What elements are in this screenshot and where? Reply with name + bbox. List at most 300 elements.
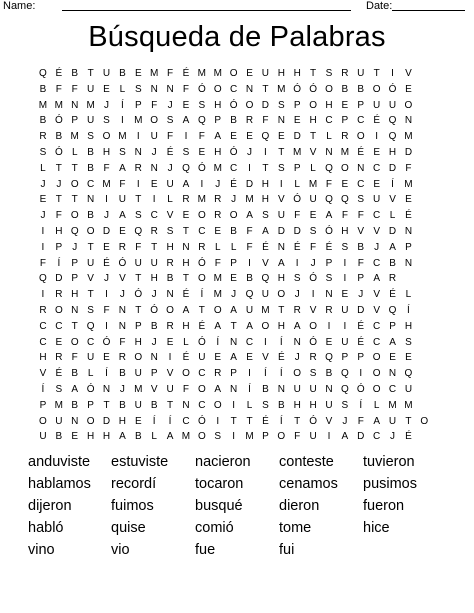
grid-letter[interactable]: S [182,146,190,158]
grid-letter[interactable]: U [388,415,397,427]
grid-letter[interactable]: H [39,352,47,364]
grid-letter[interactable]: A [230,304,237,316]
grid-letter[interactable]: D [388,225,397,237]
grid-letter[interactable]: Q [325,162,333,174]
grid-letter[interactable]: F [167,131,174,143]
grid-letter[interactable]: F [55,83,62,95]
grid-letter[interactable]: M [54,399,63,411]
grid-letter[interactable]: B [55,431,63,443]
grid-letter[interactable]: E [246,131,253,143]
grid-letter[interactable]: V [87,273,94,285]
grid-letter[interactable]: P [214,115,222,127]
grid-letter[interactable]: Í [105,368,108,380]
grid-letter[interactable]: S [214,431,222,443]
grid-letter[interactable]: S [262,210,269,222]
grid-letter[interactable]: A [230,352,237,364]
grid-letter[interactable]: N [71,415,79,427]
grid-letter[interactable]: T [87,68,94,79]
grid-letter[interactable]: F [182,383,190,395]
grid-letter[interactable]: P [293,162,301,174]
grid-letter[interactable]: V [262,352,269,364]
grid-letter[interactable]: S [341,241,349,253]
grid-letter[interactable]: É [373,115,380,127]
grid-letter[interactable]: F [55,210,62,222]
grid-letter[interactable]: B [71,399,79,411]
grid-letter[interactable]: T [103,399,110,411]
grid-letter[interactable]: F [310,241,317,253]
grid-letter[interactable]: N [277,241,285,253]
grid-letter[interactable]: O [70,336,79,348]
grid-letter[interactable]: P [87,399,94,411]
grid-letter[interactable]: E [71,431,79,443]
grid-letter[interactable]: B [341,83,349,95]
grid-letter[interactable]: R [341,68,349,79]
grid-letter[interactable]: E [198,146,206,158]
grid-letter[interactable]: M [261,304,270,316]
grid-letter[interactable]: Ó [388,83,397,95]
grid-letter[interactable]: J [104,273,109,285]
grid-letter[interactable]: S [341,399,349,411]
grid-letter[interactable]: V [325,415,333,427]
grid-letter[interactable]: O [325,83,333,95]
grid-letter[interactable]: B [150,320,158,332]
grid-letter[interactable]: I [105,289,108,301]
grid-letter[interactable]: V [373,225,380,237]
grid-letter[interactable]: T [135,304,142,316]
grid-letter[interactable]: O [213,399,222,411]
grid-letter[interactable]: S [262,399,269,411]
grid-letter[interactable]: U [373,99,381,111]
grid-letter[interactable]: V [389,194,396,206]
grid-letter[interactable]: T [373,68,380,79]
grid-letter[interactable]: L [151,431,157,443]
grid-letter[interactable]: H [261,178,270,190]
grid-letter[interactable]: R [166,320,174,332]
grid-letter[interactable]: R [214,368,222,380]
grid-letter[interactable]: R [134,162,142,174]
grid-letter[interactable]: E [405,352,412,364]
grid-letter[interactable]: J [294,352,300,364]
grid-letter[interactable]: O [404,99,413,111]
grid-letter[interactable]: N [277,383,285,395]
grid-letter[interactable]: S [166,115,174,127]
grid-letter[interactable]: Ó [150,304,159,316]
grid-letter[interactable]: Ó [309,336,317,348]
grid-letter[interactable]: R [118,241,127,253]
grid-letter[interactable]: V [166,368,174,380]
grid-letter[interactable]: C [357,178,365,190]
grid-letter[interactable]: N [118,320,127,332]
grid-letter[interactable]: N [230,383,238,395]
grid-letter[interactable]: N [325,146,333,158]
grid-letter[interactable]: O [372,83,381,95]
grid-letter[interactable]: B [246,273,253,285]
grid-letter[interactable]: I [248,162,251,174]
grid-letter[interactable]: H [388,146,397,158]
grid-letter[interactable]: F [151,99,158,111]
grid-letter[interactable]: E [134,415,142,427]
grid-letter[interactable]: U [150,257,158,269]
grid-letter[interactable]: H [261,194,270,206]
grid-letter[interactable]: U [309,383,317,395]
grid-letter[interactable]: É [198,320,206,332]
grid-letter[interactable]: D [102,415,111,427]
grid-letter[interactable]: A [293,320,301,332]
grid-letter[interactable]: T [246,415,253,427]
grid-letter[interactable]: I [343,320,347,332]
grid-letter[interactable]: V [309,146,317,158]
grid-letter[interactable]: E [150,178,158,190]
grid-letter[interactable]: T [230,415,237,427]
grid-letter[interactable]: É [277,352,285,364]
grid-letter[interactable]: A [389,336,396,348]
grid-letter[interactable]: N [150,352,158,364]
grid-letter[interactable]: T [87,241,94,253]
grid-letter[interactable]: E [389,352,396,364]
grid-letter[interactable]: Ó [229,146,238,158]
grid-letter[interactable]: Ó [197,257,206,269]
grid-letter[interactable]: M [54,99,63,111]
grid-letter[interactable]: P [71,257,79,269]
grid-letter[interactable]: M [213,68,222,79]
grid-letter[interactable]: A [214,320,222,332]
name-blank-line[interactable] [62,10,351,11]
grid-letter[interactable]: O [356,131,365,143]
grid-letter[interactable]: T [55,194,62,206]
grid-letter[interactable]: P [71,273,79,285]
grid-letter[interactable]: B [39,115,47,127]
grid-letter[interactable]: H [404,320,413,332]
grid-letter[interactable]: U [309,431,317,443]
grid-letter[interactable]: B [119,68,126,79]
grid-letter[interactable]: E [246,352,253,364]
grid-letter[interactable]: F [246,225,253,237]
grid-letter[interactable]: F [103,162,110,174]
grid-letter[interactable]: T [262,83,269,95]
grid-letter[interactable]: J [72,241,78,253]
grid-letter[interactable]: R [341,131,349,143]
grid-letter[interactable]: S [55,383,63,395]
grid-letter[interactable]: T [135,273,142,285]
grid-letter[interactable]: C [373,336,381,348]
grid-letter[interactable]: I [248,257,251,269]
grid-letter[interactable]: O [277,289,286,301]
grid-letter[interactable]: F [71,352,78,364]
grid-letter[interactable]: F [294,210,301,222]
grid-letter[interactable]: O [134,352,143,364]
grid-letter[interactable]: N [150,162,158,174]
grid-letter[interactable]: C [373,431,381,443]
grid-letter[interactable]: Í [391,178,394,190]
grid-letter[interactable]: B [39,83,47,95]
grid-letter[interactable]: L [167,194,173,206]
grid-letter[interactable]: J [56,178,62,190]
grid-letter[interactable]: M [308,178,318,190]
grid-letter[interactable]: U [134,257,142,269]
grid-letter[interactable]: M [388,399,397,411]
grid-letter[interactable]: M [213,289,222,301]
grid-letter[interactable]: O [213,83,222,95]
grid-letter[interactable]: P [341,352,349,364]
grid-letter[interactable]: B [87,146,94,158]
grid-letter[interactable]: Ó [197,162,206,174]
grid-letter[interactable]: É [293,241,301,253]
grid-letter[interactable]: F [357,257,364,269]
grid-letter[interactable]: O [197,383,206,395]
grid-letter[interactable]: R [39,304,47,316]
grid-letter[interactable]: D [261,99,270,111]
grid-letter[interactable]: I [375,131,379,143]
grid-letter[interactable]: J [104,99,109,111]
grid-letter[interactable]: F [71,83,78,95]
grid-letter[interactable]: Q [70,225,79,237]
grid-letter[interactable]: Q [86,320,95,332]
grid-letter[interactable]: V [309,304,317,316]
grid-letter[interactable]: O [54,304,63,316]
grid-letter[interactable]: I [105,194,108,206]
grid-letter[interactable]: C [373,162,381,174]
grid-letter[interactable]: P [134,99,142,111]
grid-letter[interactable]: T [310,68,317,79]
grid-letter[interactable]: F [262,115,269,127]
grid-letter[interactable]: S [357,194,365,206]
grid-letter[interactable]: D [357,431,365,443]
grid-letter[interactable]: P [134,320,142,332]
grid-letter[interactable]: E [325,336,333,348]
grid-letter[interactable]: I [327,320,331,332]
grid-letter[interactable]: T [278,304,285,316]
grid-letter[interactable]: Q [388,304,397,316]
grid-letter[interactable]: R [388,273,397,285]
grid-letter[interactable]: C [150,210,158,222]
grid-letter[interactable]: M [134,383,143,395]
grid-letter[interactable]: O [102,131,111,143]
grid-letter[interactable]: M [213,162,222,174]
grid-letter[interactable]: O [372,383,381,395]
grid-letter[interactable]: R [55,352,63,364]
grid-letter[interactable]: D [357,304,365,316]
grid-letter[interactable]: A [341,431,349,443]
grid-letter[interactable]: L [373,399,380,411]
grid-letter[interactable]: O [309,99,317,111]
grid-letter[interactable]: V [405,68,412,79]
grid-letter[interactable]: B [277,399,285,411]
grid-letter[interactable]: J [151,289,157,301]
grid-letter[interactable]: J [342,415,348,427]
grid-letter[interactable]: I [152,194,156,206]
grid-letter[interactable]: T [71,162,78,174]
grid-letter[interactable]: U [261,289,270,301]
grid-letter[interactable]: F [167,68,174,79]
grid-letter[interactable]: E [39,194,47,206]
grid-letter[interactable]: M [181,431,191,443]
grid-letter[interactable]: F [103,304,110,316]
grid-letter[interactable]: J [231,289,237,301]
grid-letter[interactable]: U [404,383,413,395]
grid-letter[interactable]: S [87,131,94,143]
grid-letter[interactable]: Q [340,368,349,380]
grid-letter[interactable]: H [309,115,317,127]
grid-letter[interactable]: A [119,431,126,443]
grid-letter[interactable]: B [166,273,174,285]
grid-letter[interactable]: H [118,415,127,427]
grid-letter[interactable]: U [87,83,95,95]
grid-letter[interactable]: E [166,336,174,348]
grid-letter[interactable]: D [293,131,301,143]
grid-letter[interactable]: F [294,431,301,443]
grid-letter[interactable]: A [182,304,190,316]
grid-letter[interactable]: Í [152,415,156,427]
grid-letter[interactable]: J [119,383,125,395]
grid-letter[interactable]: F [246,241,253,253]
grid-letter[interactable]: T [278,146,285,158]
grid-letter[interactable]: Í [279,336,283,348]
grid-letter[interactable]: U [55,415,63,427]
grid-letter[interactable]: N [166,83,174,95]
grid-letter[interactable]: M [38,99,48,111]
grid-letter[interactable]: T [262,162,269,174]
grid-letter[interactable]: L [119,83,126,95]
grid-letter[interactable]: S [166,225,174,237]
grid-letter[interactable]: N [230,336,238,348]
grid-letter[interactable]: Q [245,289,254,301]
grid-letter[interactable]: O [213,304,222,316]
grid-letter[interactable]: H [277,320,285,332]
grid-letter[interactable]: V [373,304,380,316]
grid-letter[interactable]: B [357,241,365,253]
grid-letter[interactable]: R [214,210,222,222]
grid-letter[interactable]: I [232,399,236,411]
grid-letter[interactable]: O [261,320,270,332]
grid-letter[interactable]: É [55,68,63,79]
grid-letter[interactable]: I [41,241,45,253]
grid-letter[interactable]: T [151,241,158,253]
grid-letter[interactable]: S [405,336,412,348]
grid-letter[interactable]: R [325,304,333,316]
grid-letter[interactable]: L [40,162,46,174]
grid-letter[interactable]: Í [279,415,283,427]
grid-letter[interactable]: U [87,257,95,269]
grid-letter[interactable]: A [119,162,126,174]
grid-letter[interactable]: Í [407,304,410,316]
grid-letter[interactable]: Q [388,131,397,143]
grid-letter[interactable]: U [341,304,349,316]
grid-letter[interactable]: U [325,399,333,411]
grid-letter[interactable]: U [277,210,285,222]
grid-letter[interactable]: L [183,336,189,348]
grid-letter[interactable]: U [309,194,317,206]
grid-letter[interactable]: B [55,131,63,143]
grid-letter[interactable]: O [86,225,95,237]
grid-letter[interactable]: F [325,178,333,190]
grid-letter[interactable]: S [87,304,94,316]
grid-letter[interactable]: O [277,431,286,443]
grid-letter[interactable]: C [55,320,63,332]
grid-letter[interactable]: M [150,68,159,79]
grid-letter[interactable]: J [310,257,316,269]
grid-letter[interactable]: J [294,289,300,301]
grid-letter[interactable]: H [102,146,111,158]
grid-letter[interactable]: E [182,99,190,111]
grid-letter[interactable]: A [246,210,253,222]
grid-letter[interactable]: J [247,146,253,158]
grid-letter[interactable]: E [55,336,63,348]
grid-letter[interactable]: L [294,178,300,190]
grid-letter[interactable]: M [293,146,302,158]
grid-letter[interactable]: O [340,162,349,174]
grid-letter[interactable]: T [167,399,174,411]
grid-letter[interactable]: M [277,83,286,95]
grid-letter[interactable]: E [277,131,285,143]
grid-letter[interactable]: U [87,352,95,364]
grid-letter[interactable]: H [150,273,158,285]
grid-letter[interactable]: Ó [325,225,333,237]
grid-letter[interactable]: R [198,241,206,253]
grid-letter[interactable]: N [71,304,79,316]
grid-letter[interactable]: M [404,131,413,143]
grid-letter[interactable]: I [216,415,220,427]
grid-letter[interactable]: U [150,131,158,143]
grid-letter[interactable]: I [264,336,267,348]
grid-letter[interactable]: T [135,194,142,206]
grid-letter[interactable]: B [389,257,396,269]
grid-letter[interactable]: F [357,415,364,427]
grid-letter[interactable]: O [86,415,95,427]
grid-letter[interactable]: C [182,415,190,427]
grid-letter[interactable]: C [230,83,238,95]
grid-letter[interactable]: O [229,210,238,222]
grid-letter[interactable]: H [55,225,63,237]
grid-letter[interactable]: N [71,99,79,111]
grid-letter[interactable]: U [245,304,254,316]
grid-letter[interactable]: O [70,178,79,190]
grid-letter[interactable]: A [166,431,174,443]
grid-letter[interactable]: Ó [356,383,365,395]
grid-letter[interactable]: C [357,115,365,127]
grid-letter[interactable]: B [357,83,365,95]
grid-letter[interactable]: C [198,399,206,411]
grid-letter[interactable]: O [309,320,317,332]
grid-letter[interactable]: D [388,162,397,174]
grid-letter[interactable]: I [327,431,331,443]
grid-letter[interactable]: T [71,194,78,206]
grid-letter[interactable]: R [182,194,190,206]
grid-letter[interactable]: N [182,399,190,411]
grid-letter[interactable]: Ó [134,289,143,301]
grid-letter[interactable]: H [166,241,174,253]
grid-letter[interactable]: B [325,368,333,380]
grid-letter[interactable]: U [357,68,365,79]
grid-letter[interactable]: N [182,241,190,253]
grid-letter[interactable]: F [341,210,348,222]
grid-letter[interactable]: E [182,210,190,222]
grid-letter[interactable]: Í [168,415,172,427]
grid-letter[interactable]: M [404,399,413,411]
grid-letter[interactable]: U [373,194,381,206]
grid-letter[interactable]: S [103,115,110,127]
grid-letter[interactable]: A [214,131,222,143]
grid-letter[interactable]: É [182,68,190,79]
grid-letter[interactable]: L [87,368,94,380]
grid-letter[interactable]: C [39,336,47,348]
grid-letter[interactable]: V [277,194,285,206]
grid-letter[interactable]: S [293,273,301,285]
grid-letter[interactable]: C [373,320,381,332]
grid-letter[interactable]: I [136,178,140,190]
grid-letter[interactable]: T [198,304,205,316]
grid-letter[interactable]: R [150,225,158,237]
grid-letter[interactable]: J [231,194,237,206]
